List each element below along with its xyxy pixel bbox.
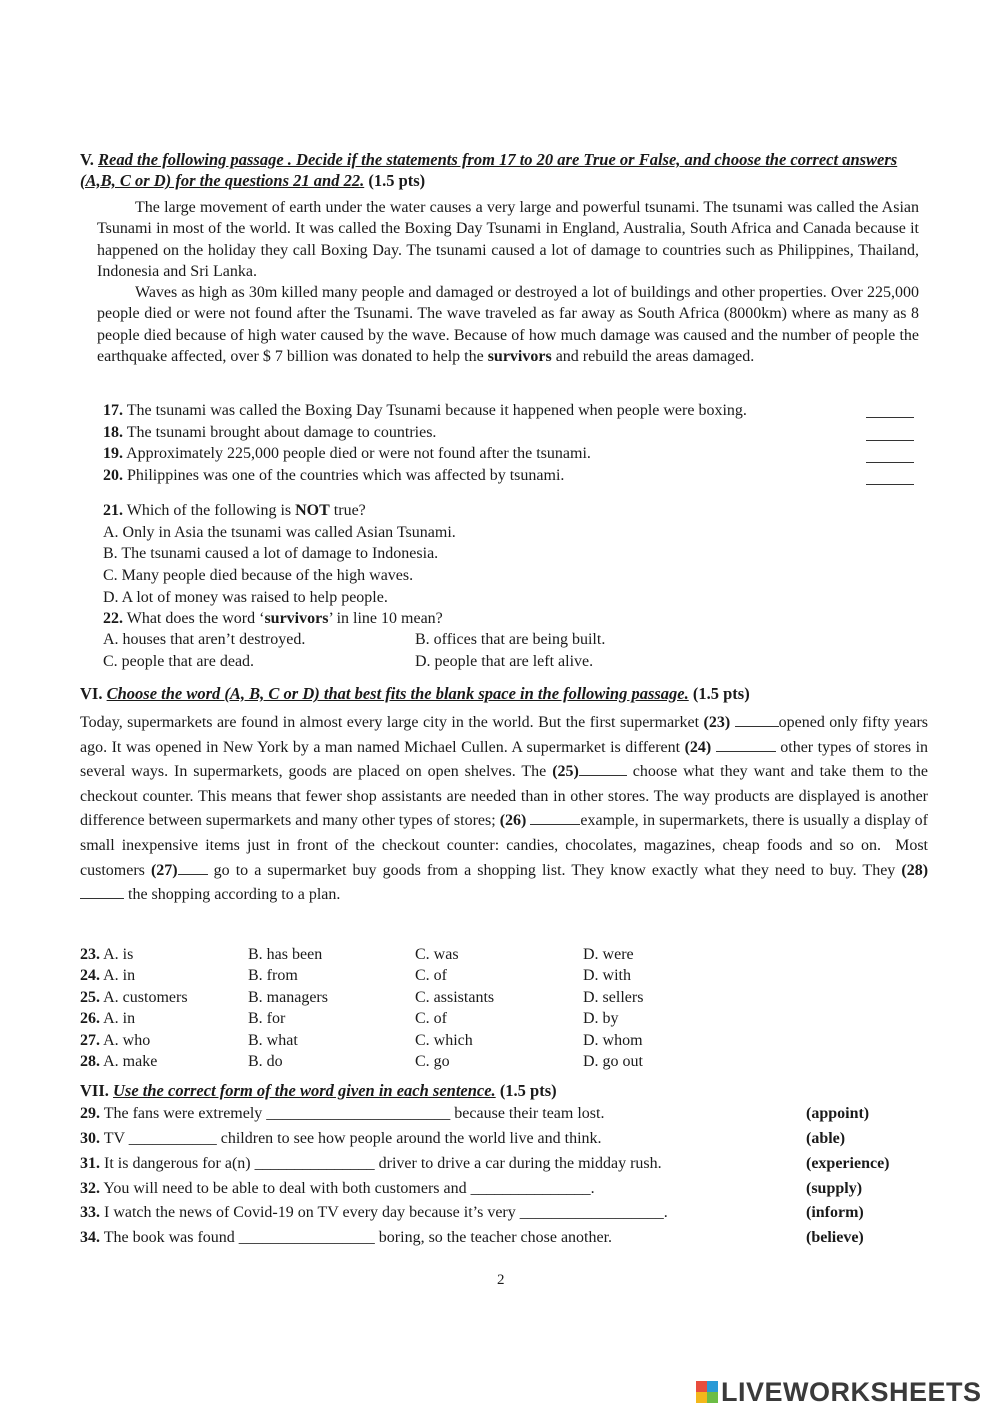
logo-square-red [696,1381,707,1392]
liveworksheets-logo [696,1377,982,1407]
word-form-30: 30. TV ___________ children to see how people around the world live and think. (able) [80,1127,920,1151]
section-vi-title: VI. Choose the word (A, B, C or D) that best fits the blank space in the following passage. (1.5 pts) [80,684,750,703]
word-hint: (inform) [806,1204,864,1221]
option-b[interactable]: B. managers [248,989,328,1006]
option-a[interactable]: 27. A. who [80,1032,151,1049]
q21-option-a[interactable]: A. Only in Asia the tsunami was called Asian Tsunami. [103,524,456,541]
option-a[interactable]: 23. A. is [80,946,134,963]
blank-27[interactable] [178,860,208,875]
option-c[interactable]: C. of [415,967,447,984]
option-a[interactable]: 25. A. customers [80,989,188,1006]
option-c[interactable]: C. of [415,1010,447,1027]
logo-square-green [707,1392,718,1403]
option-c[interactable]: C. was [415,946,459,963]
blank-24[interactable] [716,737,776,752]
blank-26[interactable] [530,810,580,825]
answer-blank[interactable]: _______________ [470,1180,591,1197]
q22-option-a[interactable]: A. houses that aren’t destroyed. [103,631,306,648]
word-hint: (able) [806,1130,846,1147]
logo-square-blue [707,1381,718,1392]
page-number: 2 [497,1272,505,1288]
word-form-34: 34. The book was found _________________ boring, so the teacher chose another. (believe) [80,1226,920,1250]
answer-blank[interactable]: _______________ [254,1155,375,1172]
word-form-33: 33. I watch the news of Covid-19 on TV every day because it’s very __________________. (inform) [80,1201,920,1225]
logo-square-yellow [696,1392,707,1403]
option-d[interactable]: D. by [583,1010,619,1027]
reading-passage [97,197,919,367]
option-a[interactable]: 24. A. in [80,967,136,984]
question-22: 22. What does the word ‘survivors’ in line 10 mean? [103,610,443,627]
blank-28[interactable] [80,884,124,899]
logo-grid-icon [696,1381,718,1403]
tf-answer-blank-18[interactable] [866,440,914,441]
option-c[interactable]: C. go [415,1053,450,1070]
word-form-31: 31. It is dangerous for a(n) _______________ driver to drive a car during the midday rush. (experience) [80,1152,920,1176]
option-d[interactable]: D. go out [583,1053,643,1070]
word-hint: (supply) [806,1180,863,1197]
option-c[interactable]: C. assistants [415,989,495,1006]
tf-answer-blank-19[interactable] [866,462,914,463]
passage-paragraph-2: Waves as high as 30m killed many people and damaged or destroyed a lot of buildings and other properties. Over 225,000 people died or were not found after the Tsunami. The wave traveled as far away as South Africa (8000km) where as many as 8 people died because of high water caused by the wave. Because of how much damage was caused and the number of people the earthquake affected, over $ 7 billion was donated to help the survivors and rebuild the areas damaged. [97,284,919,366]
tf-answer-blank-20[interactable] [866,484,914,485]
option-b[interactable]: B. for [248,1010,286,1027]
option-b[interactable]: B. do [248,1053,283,1070]
tf-question-18: 18. The tsunami brought about damage to countries. [103,424,437,441]
option-a[interactable]: 28. A. make [80,1053,158,1070]
question-21: 21. Which of the following is NOT true? [103,502,366,519]
logo-text: LIVEWORKSHEETS [721,1376,982,1407]
tf-answer-blank-17[interactable] [866,417,914,418]
option-c[interactable]: C. which [415,1032,473,1049]
option-a[interactable]: 26. A. in [80,1010,136,1027]
q22-option-b[interactable]: B. offices that are being built. [415,631,606,648]
cloze-passage: Today, supermarkets are found in almost every large city in the world. But the first supermarket (23) opened only fifty years ago. It was opened in New York by a man named Michael Cullen. A supermarket is different (24) other types of stores in several ways. In supermarkets, goods are placed on open shelves. The (25) choose what they want and take them to the checkout counter. This means that fewer shop assistants are needed than in other stores. The way products are displayed is another difference between supermarkets and many other types of stores; (26) example, in supermarkets, there is usually a display of small inexpensive items just in front of the checkout counter: candies, chocolates, magazines, cheap foods and so on. Most customers (27) go to a supermarket buy goods from a shopping list. They know exactly what they need to buy. They (28) the shopping according to a plan. [80,714,929,904]
q22-option-d[interactable]: D. people that are left alive. [415,653,594,670]
tf-question-17: 17. The tsunami was called the Boxing Day Tsunami because it happened when people were boxing. [103,402,747,419]
option-b[interactable]: B. from [248,967,298,984]
option-d[interactable]: D. with [583,967,631,984]
option-d[interactable]: D. were [583,946,634,963]
blank-23[interactable] [735,712,779,727]
word-hint: (experience) [806,1155,890,1172]
word-hint: (appoint) [806,1105,870,1122]
q21-option-c[interactable]: C. Many people died because of the high waves. [103,567,414,584]
blank-25[interactable] [579,761,627,776]
answer-blank[interactable]: ___________ [128,1130,217,1147]
answer-blank[interactable]: _________________ [238,1229,375,1246]
q21-option-b[interactable]: B. The tsunami caused a lot of damage to Indonesia. [103,545,439,562]
word-form-29: 29. The fans were extremely _______________________ because their team lost. (appoint) [80,1102,920,1126]
option-b[interactable]: B. has been [248,946,323,963]
option-d[interactable]: D. whom [583,1032,643,1049]
word-hint: (believe) [806,1229,864,1246]
section-vii-title: VII. Use the correct form of the word given in each sentence. (1.5 pts) [80,1081,557,1100]
q21-option-d[interactable]: D. A lot of money was raised to help people. [103,589,388,606]
section-v-title: V. Read the following passage . Decide if the statements from 17 to 20 are True or False, and choose the correct answers (A,B, C or D) for the questions 21 and 22. (1.5 pts) [80,150,898,190]
answer-blank[interactable]: _______________________ [266,1105,451,1122]
q22-option-c[interactable]: C. people that are dead. [103,653,255,670]
answer-blank[interactable]: __________________ [519,1204,664,1221]
option-b[interactable]: B. what [248,1032,298,1049]
tf-question-20: 20. Philippines was one of the countries which was affected by tsunami. [103,467,565,484]
option-d[interactable]: D. sellers [583,989,644,1006]
tf-question-19: 19. Approximately 225,000 people died or were not found after the tsunami. [103,445,591,462]
passage-paragraph-1: The large movement of earth under the water causes a very large and powerful tsunami. The tsunami was called the Asian Tsunami in most of the world. It was called the Boxing Day Tsunami in England, Australia, South Africa and Canada because it happened on the holiday they call Boxing Day. The tsunami caused a lot of damage to countries such as Philippines, Thailand, Indonesia and Sri Lanka. [97,199,919,280]
word-form-32: 32. You will need to be able to deal with both customers and _______________. (supply) [80,1177,920,1201]
